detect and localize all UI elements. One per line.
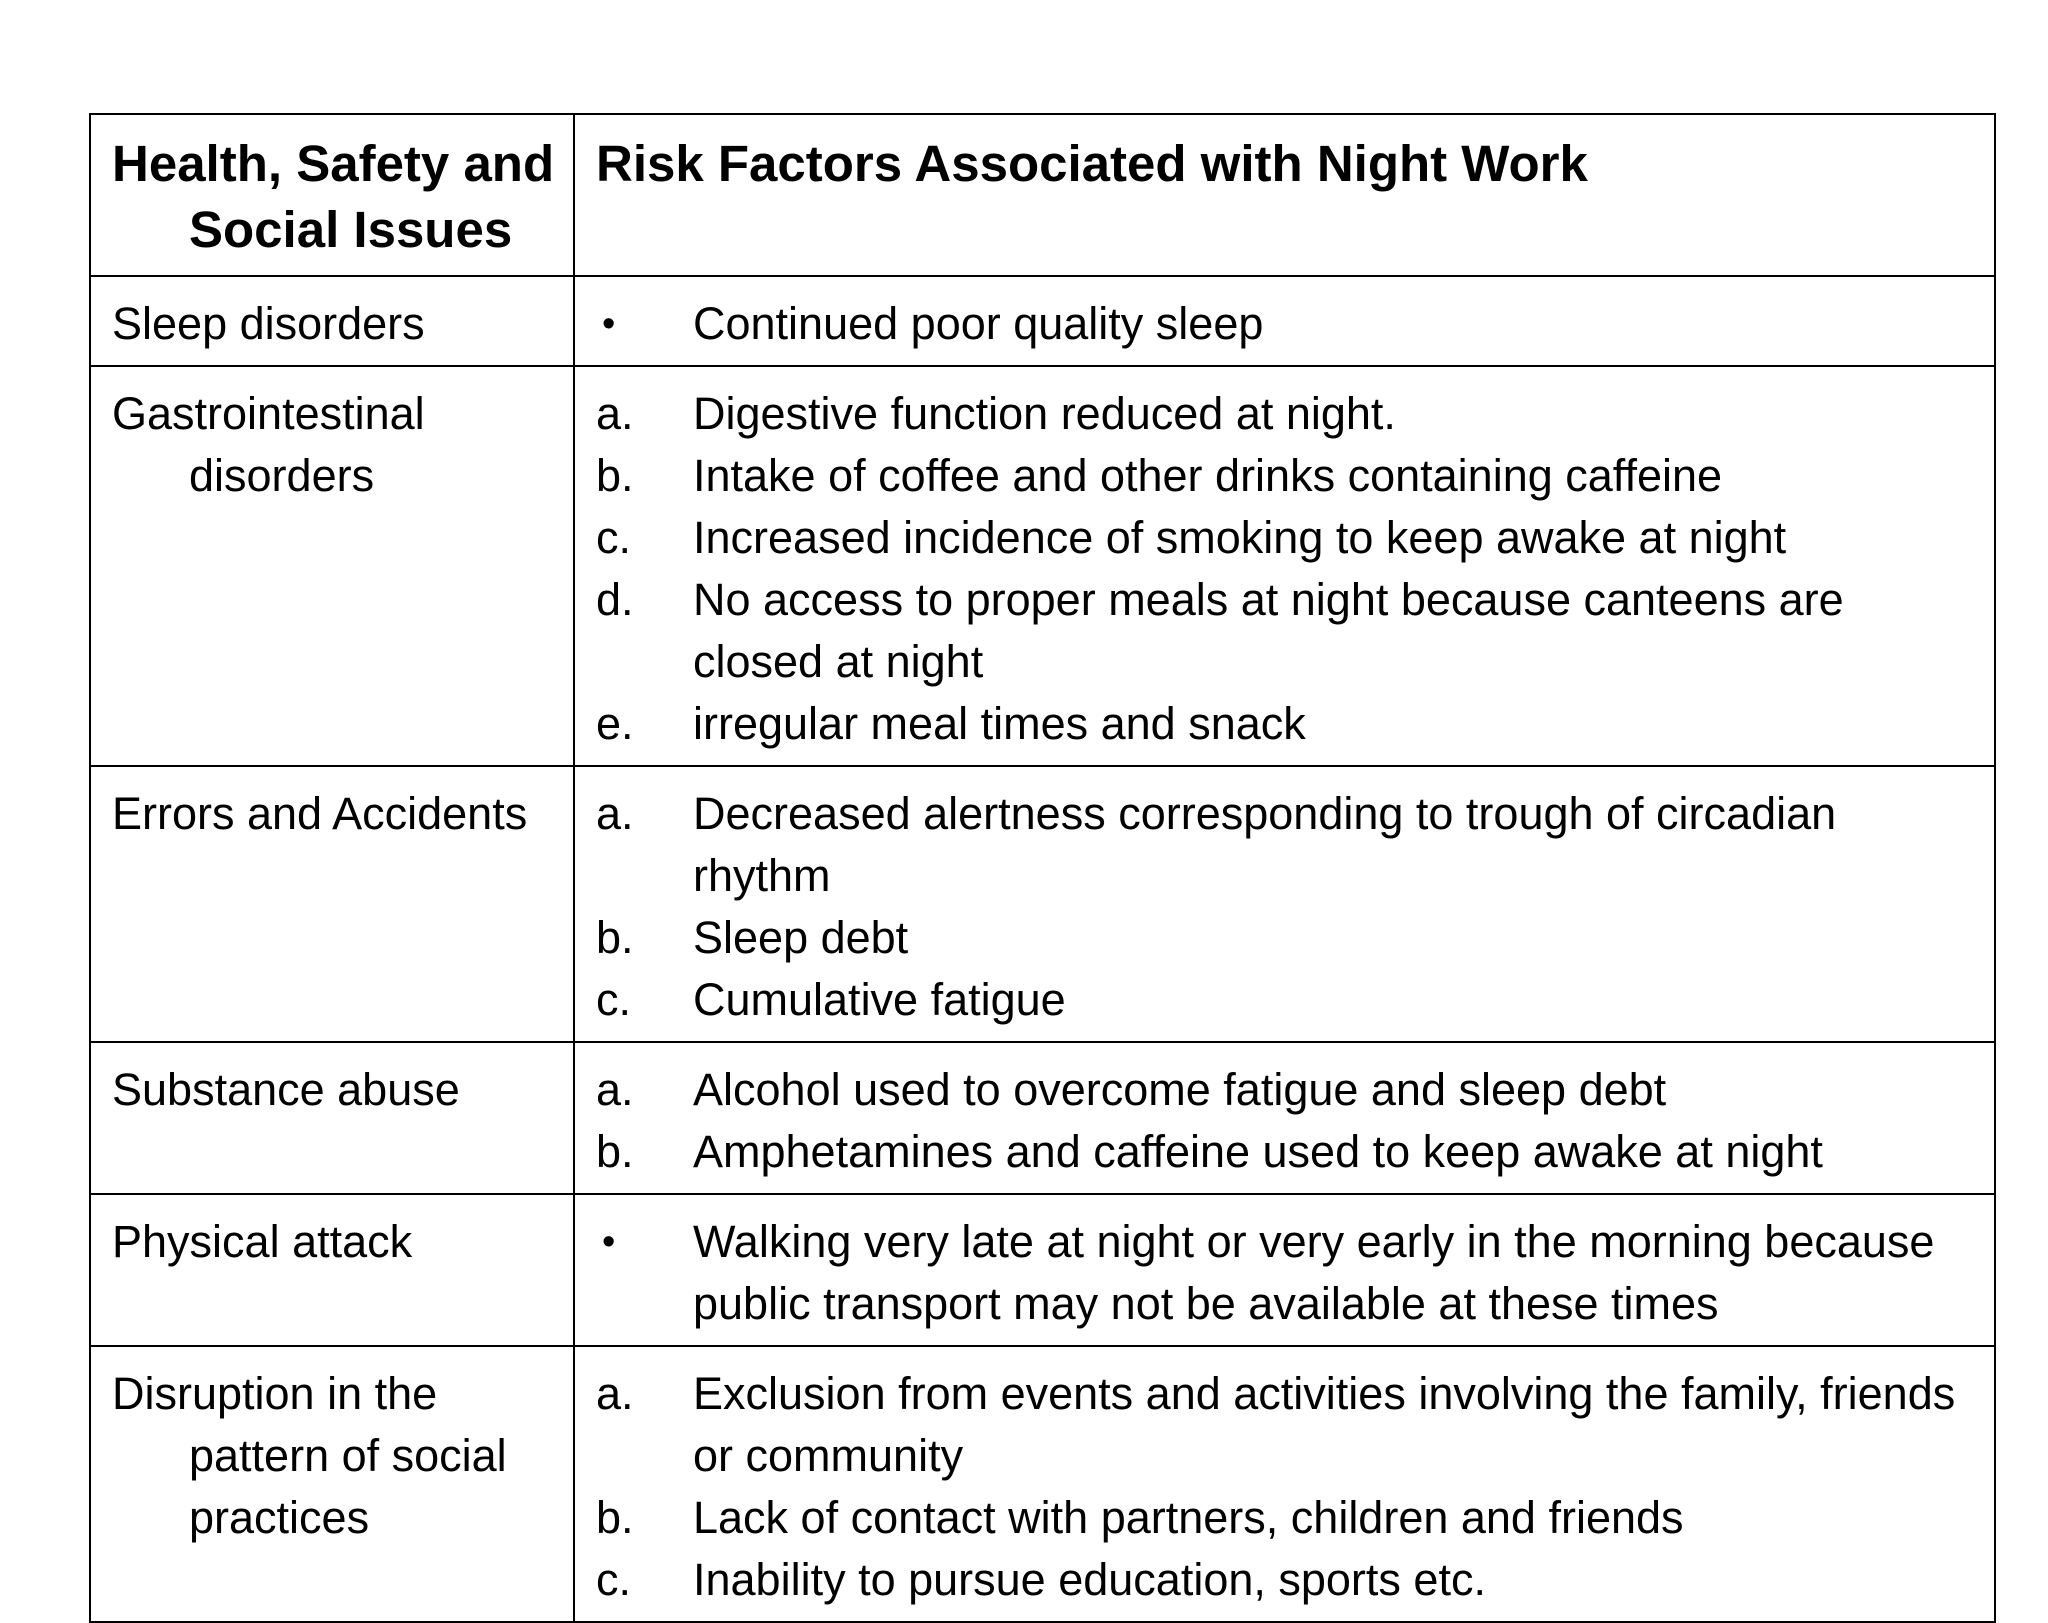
- risk-cell: [574, 1346, 1995, 1622]
- list-marker: c.: [596, 1554, 632, 1605]
- risk-list: [596, 783, 1982, 1031]
- list-marker: b.: [596, 1126, 634, 1177]
- risk-text: irregular meal times and snack: [693, 698, 1306, 749]
- risk-cell: [574, 1194, 1995, 1346]
- list-item: [596, 1549, 1982, 1611]
- risk-text: Decreased alertness corresponding to trough of circadian rhythm: [693, 788, 1837, 901]
- list-item: [596, 969, 1982, 1031]
- table-row: [90, 276, 1995, 366]
- list-item: [596, 383, 1982, 445]
- list-marker: a.: [596, 388, 634, 439]
- list-item: [596, 569, 1982, 693]
- list-item: [596, 783, 1982, 907]
- list-item: [596, 907, 1982, 969]
- table-row: [90, 766, 1995, 1042]
- risk-text: Walking very late at night or very early in the morning because public transport may not be available at these times: [693, 1216, 1935, 1329]
- risk-text: Continued poor quality sleep: [693, 298, 1264, 349]
- risk-text: No access to proper meals at night because canteens are closed at night: [693, 574, 1844, 687]
- list-marker: b.: [596, 912, 634, 963]
- risk-cell: [574, 766, 1995, 1042]
- list-item: [596, 1487, 1982, 1549]
- risk-text: Inability to pursue education, sports etc.: [693, 1554, 1486, 1605]
- list-item: [596, 1059, 1982, 1121]
- list-marker: b.: [596, 450, 634, 501]
- table-row: [90, 1346, 1995, 1622]
- list-item: [596, 293, 1982, 355]
- risk-text: Intake of coffee and other drinks containing caffeine: [693, 450, 1723, 501]
- issue-cell: Gastrointestinal disorders: [90, 366, 574, 766]
- list-marker: a.: [596, 1368, 634, 1419]
- bullet-marker: •: [602, 1221, 616, 1263]
- table-row: [90, 1194, 1995, 1346]
- risk-list: [596, 293, 1982, 355]
- header-issues: Health, Safety and Social Issues: [90, 114, 574, 276]
- risk-text: Increased incidence of smoking to keep awake at night: [693, 512, 1787, 563]
- list-item: [596, 1363, 1982, 1487]
- risk-text: Cumulative fatigue: [693, 974, 1066, 1025]
- issue-cell: Substance abuse: [90, 1042, 574, 1194]
- list-marker: b.: [596, 1492, 634, 1543]
- risk-text: Digestive function reduced at night.: [693, 388, 1396, 439]
- list-marker: d.: [596, 574, 634, 625]
- issue-cell: Disruption in the pattern of social practices: [90, 1346, 574, 1622]
- risk-text: Sleep debt: [693, 912, 909, 963]
- risk-text: Exclusion from events and activities involving the family, friends or community: [693, 1368, 1956, 1481]
- list-marker: a.: [596, 1064, 634, 1115]
- table-body: [90, 276, 1995, 1622]
- list-marker: c.: [596, 974, 632, 1025]
- issue-cell: Physical attack: [90, 1194, 574, 1346]
- table-header-row: [90, 114, 1995, 276]
- list-item: [596, 445, 1982, 507]
- risk-text: Alcohol used to overcome fatigue and sleep debt: [693, 1064, 1667, 1115]
- risk-list: [596, 1059, 1982, 1183]
- list-marker: c.: [596, 512, 632, 563]
- risk-cell: [574, 276, 1995, 366]
- header-risk-factors: Risk Factors Associated with Night Work: [574, 114, 1995, 276]
- risk-cell: [574, 366, 1995, 766]
- night-work-risk-table: [89, 113, 1996, 1623]
- table-row: [90, 1042, 1995, 1194]
- risk-cell: [574, 1042, 1995, 1194]
- bullet-marker: •: [602, 303, 616, 345]
- risk-text: Amphetamines and caffeine used to keep awake at night: [693, 1126, 1823, 1177]
- risk-list: [596, 1211, 1982, 1335]
- risk-text: Lack of contact with partners, children and friends: [693, 1492, 1684, 1543]
- list-item: [596, 1121, 1982, 1183]
- issue-cell: Errors and Accidents: [90, 766, 574, 1042]
- list-item: [596, 507, 1982, 569]
- list-item: [596, 1211, 1982, 1335]
- risk-list: [596, 383, 1982, 755]
- list-marker: a.: [596, 788, 634, 839]
- list-marker: e.: [596, 698, 634, 749]
- issue-cell: Sleep disorders: [90, 276, 574, 366]
- risk-list: [596, 1363, 1982, 1611]
- list-item: [596, 693, 1982, 755]
- table-row: [90, 366, 1995, 766]
